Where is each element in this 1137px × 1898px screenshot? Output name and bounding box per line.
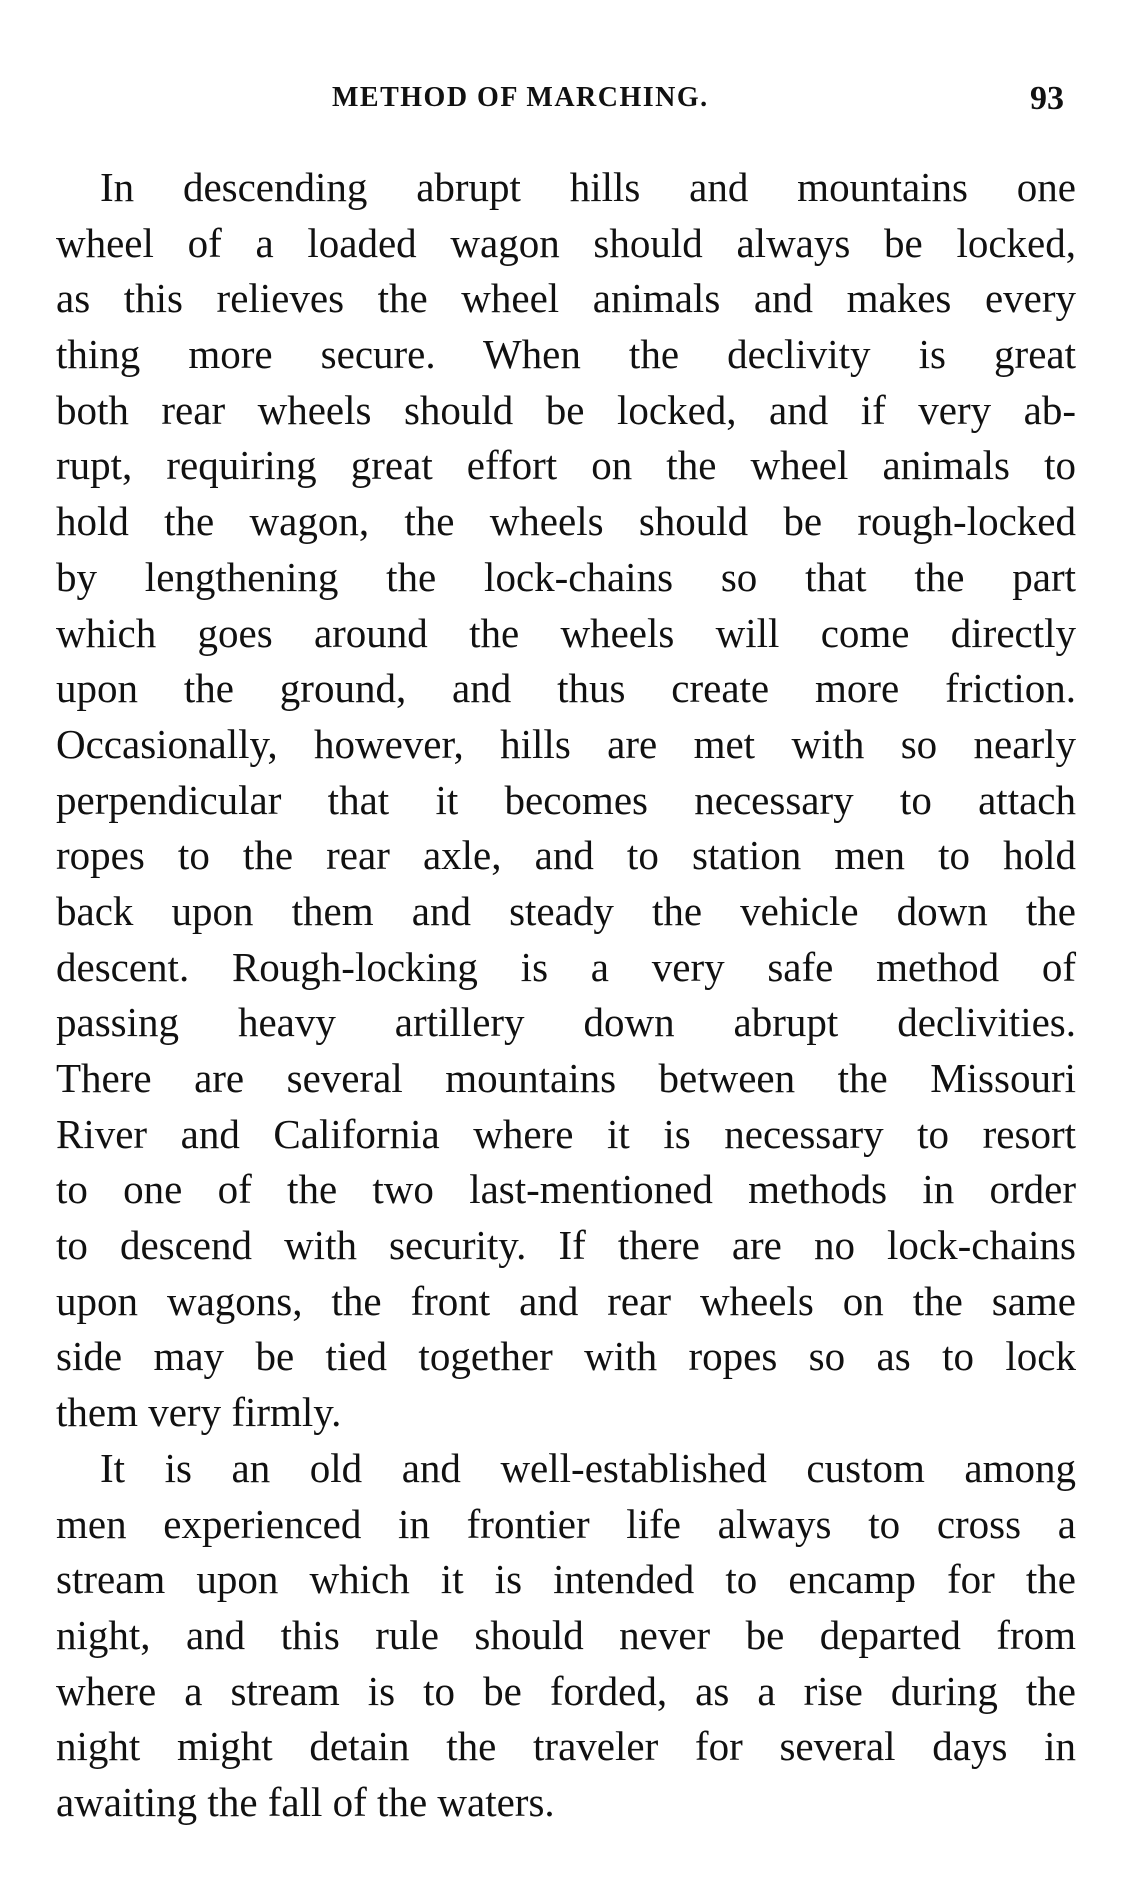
text-line: as this relieves the wheel animals and makes every bbox=[56, 275, 1076, 322]
text-line: Occasionally, however, hills are met with so nearly bbox=[56, 720, 1076, 767]
text-line: where a stream is to be forded, as a rise during the bbox=[56, 1667, 1076, 1714]
text-line: night, and this rule should never be departed from bbox=[56, 1611, 1076, 1658]
text-line: them very firmly. bbox=[56, 1389, 342, 1436]
text-line: descent. Rough-locking is a very safe method of bbox=[56, 943, 1076, 990]
text-line: night might detain the traveler for several days in bbox=[56, 1723, 1076, 1770]
text-line: both rear wheels should be locked, and if very ab- bbox=[56, 386, 1076, 433]
text-line: River and California where it is necessary to resort bbox=[56, 1110, 1076, 1157]
text-line: perpendicular that it becomes necessary to attach bbox=[56, 776, 1076, 823]
body-text bbox=[56, 160, 1076, 1831]
text-line: back upon them and steady the vehicle down the bbox=[56, 887, 1076, 934]
text-line: awaiting the fall of the waters. bbox=[56, 1778, 555, 1825]
text-line: upon the ground, and thus create more friction. bbox=[56, 665, 1076, 712]
text-line: men experienced in frontier life always to cross a bbox=[56, 1500, 1076, 1547]
text-line: to descend with security. If there are no lock-chains bbox=[56, 1222, 1076, 1269]
text-line: There are several mountains between the Missouri bbox=[56, 1055, 1076, 1101]
text-line: by lengthening the lock-chains so that the part bbox=[56, 553, 1076, 600]
paragraph-1 bbox=[56, 160, 1076, 1441]
page-number: 93 bbox=[1030, 80, 1064, 117]
running-head-title: METHOD OF MARCHING. bbox=[332, 82, 709, 113]
text-line: ropes to the rear axle, and to station men to hold bbox=[56, 832, 1076, 879]
text-line: It is an old and well-established custom among bbox=[100, 1444, 1076, 1491]
text-line: passing heavy artillery down abrupt declivities. bbox=[56, 999, 1076, 1046]
text-line: side may be tied together with ropes so as to lock bbox=[56, 1333, 1076, 1380]
text-line: wheel of a loaded wagon should always be locked, bbox=[56, 219, 1076, 266]
text-line: stream upon which it is intended to encamp for the bbox=[56, 1556, 1076, 1603]
text-line: thing more secure. When the declivity is great bbox=[56, 331, 1076, 378]
text-line: upon wagons, the front and rear wheels on the same bbox=[56, 1277, 1076, 1324]
text-line: which goes around the wheels will come directly bbox=[56, 609, 1076, 656]
text-line: to one of the two last-mentioned methods in order bbox=[56, 1166, 1076, 1213]
paragraph-2 bbox=[56, 1441, 1076, 1831]
text-line: hold the wagon, the wheels should be rough-locked bbox=[56, 498, 1076, 545]
text-line: In descending abrupt hills and mountains one bbox=[100, 164, 1076, 210]
text-line: rupt, requiring great effort on the wheel animals to bbox=[56, 442, 1076, 489]
